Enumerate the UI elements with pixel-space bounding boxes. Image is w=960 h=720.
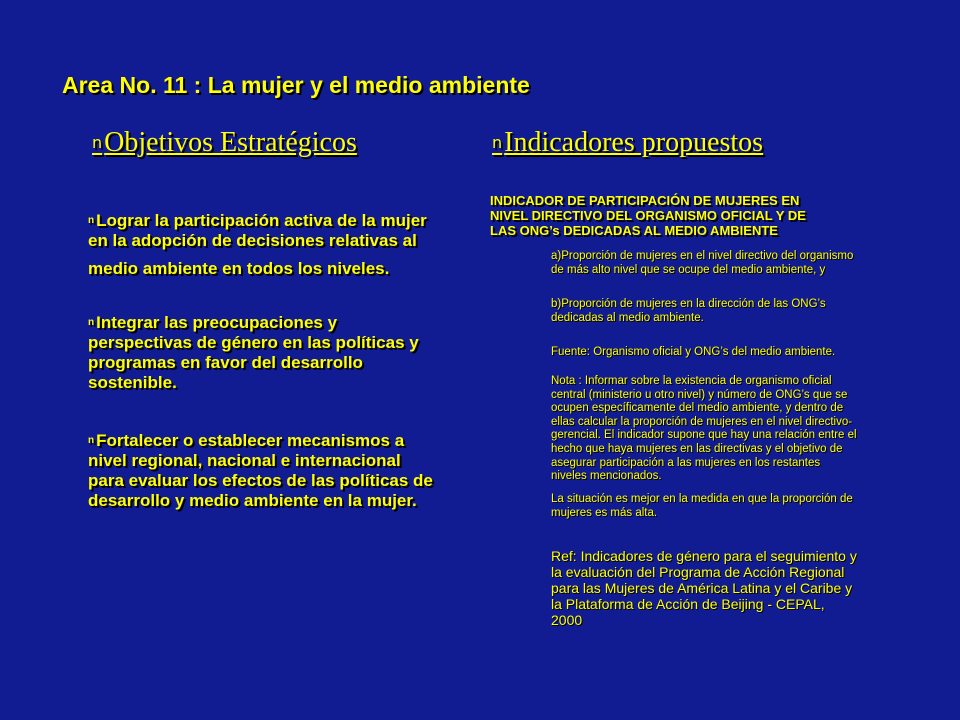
note-text: Nota : Informar sobre la existencia de organismo oficial central (ministerio u otro nivel) y número de ONG’s que se ocupen específicamente del medio ambiente, y dentro de ellas calcular la proporción de mujeres en el nivel directivo- gerencial. El indicador supone que hay una relación entre el hecho que haya mujeres en las directivas y el objetivo de asegurar participación a las mujeres en los restantes niveles mencionados. xyxy=(551,375,857,483)
indicator-line: NIVEL DIRECTIVO DEL ORGANISMO OFICIAL Y DE xyxy=(490,208,806,223)
situation-text: La situación es mejor en la medida en que la proporción de mujeres es más alta. xyxy=(551,493,853,519)
indicator-heading xyxy=(490,193,890,238)
left-heading xyxy=(92,127,357,159)
objective-3 xyxy=(88,431,448,511)
objective-2 xyxy=(88,313,448,393)
objective-line: en la adopción de decisiones relativas al xyxy=(88,231,417,250)
source-text: Fuente: Organismo oficial y ONG’s del medio ambiente. xyxy=(551,346,836,358)
right-heading xyxy=(492,127,763,159)
objective-line: n Lograr la participación activa de la mujer xyxy=(88,211,427,230)
objective-line: desarrollo y medio ambiente en la mujer. xyxy=(88,491,417,510)
objective-line: sostenible. xyxy=(88,373,177,392)
objective-line: n Integrar las preocupaciones y xyxy=(88,313,338,332)
objective-line: para evaluar los efectos de las políticas de xyxy=(88,471,433,490)
objective-1 xyxy=(88,211,448,279)
objective-line: medio ambiente en todos los niveles. xyxy=(88,259,390,278)
bullet-icon: n xyxy=(92,133,103,152)
objective-line: nivel regional, nacional e internacional xyxy=(88,451,401,470)
bullet-icon: n xyxy=(88,317,95,328)
slide-title: Area No. 11 : La mujer y el medio ambiente xyxy=(62,72,530,98)
indicator-line: INDICADOR DE PARTICIPACIÓN DE MUJERES EN xyxy=(490,193,800,208)
indicator-item-a: a)Proporción de mujeres en el nivel directivo del organismo de más alto nivel que se ocupe del medio ambiente, y xyxy=(551,250,854,276)
indicator-line: LAS ONG’s DEDICADAS AL MEDIO AMBIENTE xyxy=(490,223,778,238)
indicator-item-b: b)Proporción de mujeres en la dirección de las ONG’s dedicadas al medio ambiente. xyxy=(551,298,826,324)
left-heading-text: Objetivos Estratégicos xyxy=(104,127,357,158)
objective-line: programas en favor del desarrollo xyxy=(88,353,363,372)
objective-line: n Fortalecer o establecer mecanismos a xyxy=(88,431,405,450)
bullet-icon: n xyxy=(88,215,95,226)
reference-text: Ref: Indicadores de género para el seguimiento y la evaluación del Programa de Acción Regional para las Mujeres de América Latina y el Caribe y la Plataforma de Acción de Beijing - CEPAL, 2000 xyxy=(551,548,857,628)
right-heading-text: Indicadores propuestos xyxy=(504,127,764,158)
objective-line: perspectivas de género en las políticas y xyxy=(88,333,419,352)
bullet-icon: n xyxy=(492,133,503,152)
bullet-icon: n xyxy=(88,435,95,446)
